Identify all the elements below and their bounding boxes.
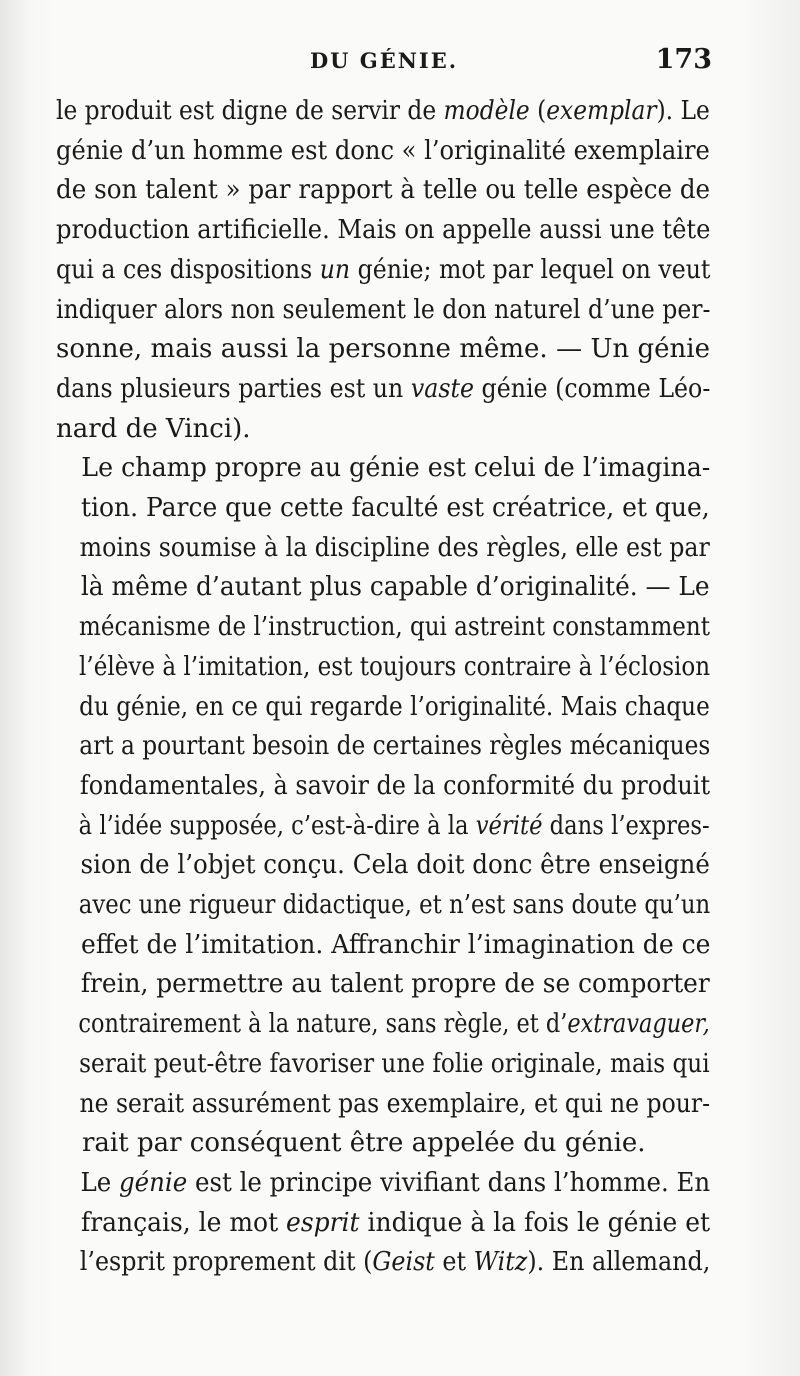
- text-line: fondamentales, à savoir de la conformité du produit: [79, 770, 711, 801]
- text-line: art a pourtant besoin de certaines règles mécaniques: [79, 731, 711, 762]
- paragraph: [56, 449, 710, 1164]
- page-header: [56, 44, 712, 84]
- text-line: tion. Parce que cette faculté est créatrice, et que,: [80, 493, 710, 524]
- running-title: DU GÉNIE.: [309, 48, 459, 73]
- text-line: production artificielle. Mais on appelle aussi une tête: [56, 215, 711, 246]
- text-line: à l’idée supposée, c’est-à-dire à la vérité dans l’expres-: [78, 810, 710, 841]
- italic-text: modèle: [443, 96, 530, 126]
- text-line: Le génie est le principe vivifiant dans l’homme. En: [80, 1167, 711, 1198]
- text-line: avec une rigueur didactique, et n’est sans doute qu’un: [78, 890, 711, 921]
- text-line: du génie, en ce qui regarde l’originalité. Mais chaque: [79, 691, 710, 722]
- text-line: de son talent » par rapport à telle ou telle espèce de: [56, 175, 711, 206]
- text-line: moins soumise à la discipline des règles, elle est par: [79, 532, 710, 563]
- italic-text: génie: [118, 1167, 188, 1198]
- body-text: [56, 92, 710, 1283]
- italic-text: esprit: [286, 1207, 360, 1238]
- text-line: le produit est digne de servir de modèle (exemplar). Le: [56, 96, 710, 126]
- italic-text: vaste: [410, 373, 475, 404]
- text-line: français, le mot esprit indique à la fois le génie et: [80, 1207, 711, 1238]
- text-line: qui a ces dispositions un génie; mot par lequel on veut: [56, 254, 711, 285]
- text-line: nard de Vinci).: [56, 413, 251, 444]
- italic-text: Witz: [473, 1247, 528, 1278]
- italic-text: extravaguer,: [567, 1009, 710, 1040]
- page-number: 173: [655, 44, 712, 75]
- text-line: frein, permettre au talent propre de se comporter: [80, 969, 710, 1000]
- italic-text: exemplar: [546, 96, 657, 126]
- text-line: dans plusieurs parties est un vaste génie (comme Léo-: [56, 373, 711, 404]
- text-line: sonne, mais aussi la personne même. — Un génie: [56, 334, 710, 365]
- text-line: l’esprit proprement dit (Geist et Witz). En allemand,: [79, 1247, 711, 1278]
- paragraph: [56, 92, 710, 449]
- text-line: ne serait assurément pas exemplaire, et qui ne pour-: [79, 1088, 711, 1119]
- text-line: serait peut-être favoriser une folie originale, mais qui: [79, 1048, 710, 1079]
- italic-text: Geist: [372, 1247, 435, 1278]
- text-line: Le champ propre au génie est celui de l’imagina-: [81, 453, 711, 484]
- text-line: rait par conséquent être appelée du génie.: [82, 1128, 646, 1159]
- text-line: contrairement à la nature, sans règle, et d’extravaguer,: [78, 1009, 710, 1040]
- text-line: effet de l’imitation. Affranchir l’imagination de ce: [81, 929, 711, 960]
- text-line: mécanisme de l’instruction, qui astreint constamment: [79, 612, 710, 643]
- italic-text: vérité: [475, 810, 543, 841]
- text-line: là même d’autant plus capable d’originalité. — Le: [80, 572, 710, 603]
- text-line: sion de l’objet conçu. Cela doit donc être enseigné: [80, 850, 710, 881]
- text-line: indiquer alors non seulement le don naturel d’une per-: [56, 294, 711, 325]
- text-line: l’élève à l’imitation, est toujours contraire à l’éclosion: [79, 651, 711, 682]
- text-line: génie d’un homme est donc « l’originalité exemplaire: [56, 135, 710, 166]
- paragraph: [56, 1164, 710, 1283]
- italic-text: un: [319, 254, 351, 285]
